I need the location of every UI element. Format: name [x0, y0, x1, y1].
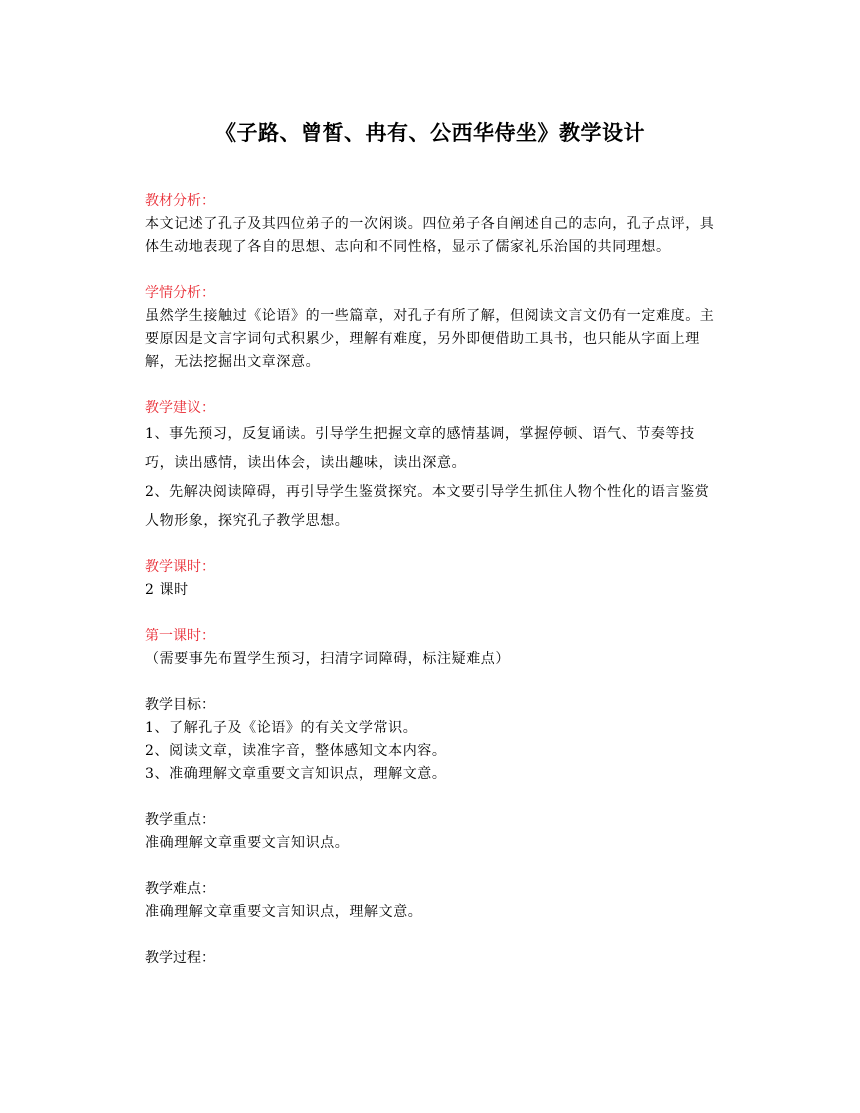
student-analysis-text: 虽然学生接触过《论语》的一些篇章，对孔子有所了解，但阅读文言文仍有一定难度。主要原因是文言字词句式积累少，理解有难度，另外即便借助工具书，也只能从字面上理解，无法挖掘出文章深意。: [145, 308, 715, 370]
key-points-heading: 教学重点：: [145, 812, 215, 828]
teaching-hours-heading: 教学课时：: [145, 559, 215, 575]
first-lesson-section: [145, 625, 715, 671]
goal-item: 2、阅读文章，读准字音，整体感知文本内容。: [145, 743, 447, 759]
teaching-goals-heading: 教学目标：: [145, 697, 215, 713]
first-lesson-note: （需要事先布置学生预习，扫清字词障碍，标注疑难点）: [145, 651, 510, 667]
teaching-hours-value: 2 课时: [145, 582, 189, 598]
teaching-suggestions-section: [145, 397, 715, 536]
material-analysis-text: 本文记述了孔子及其四位弟子的一次闲谈。四位弟子各自阐述自己的志向，孔子点评，具体生动地表现了各自的思想、志向和不同性格，显示了儒家礼乐治国的共同理想。: [145, 216, 715, 255]
first-lesson-heading: 第一课时：: [145, 628, 215, 644]
teaching-suggestions-heading: 教学建议：: [145, 400, 215, 416]
material-analysis-section: [145, 190, 715, 259]
suggestion-item: 2、先解决阅读障碍，再引导学生鉴赏探究。本文要引导学生抓住人物个性化的语言鉴赏人物形象，探究孔子教学思想。: [145, 484, 710, 529]
teaching-process-heading: 教学过程：: [145, 950, 215, 966]
teaching-hours-section: [145, 556, 715, 602]
teaching-goals-section: [145, 694, 715, 786]
teaching-process-section: [145, 947, 715, 970]
goal-item: 3、准确理解文章重要文言知识点，理解文意。: [145, 766, 447, 782]
difficulties-text: 准确理解文章重要文言知识点，理解文意。: [145, 904, 423, 920]
difficulties-heading: 教学难点：: [145, 881, 215, 897]
page-title: 《子路、曾皙、冉有、公西华侍坐》教学设计: [215, 120, 645, 145]
material-analysis-heading: 教材分析：: [145, 193, 215, 209]
suggestion-item: 1、事先预习，反复诵读。引导学生把握文章的感情基调，掌握停顿、语气、节奏等技巧，读出感情，读出体会，读出趣味，读出深意。: [145, 426, 695, 471]
difficulties-section: [145, 878, 715, 924]
goal-item: 1、了解孔子及《论语》的有关文学常识。: [145, 720, 418, 736]
document-body: [145, 190, 715, 970]
student-analysis-heading: 学情分析：: [145, 285, 215, 301]
student-analysis-section: [145, 282, 715, 374]
key-points-text: 准确理解文章重要文言知识点。: [145, 835, 350, 851]
key-points-section: [145, 809, 715, 855]
